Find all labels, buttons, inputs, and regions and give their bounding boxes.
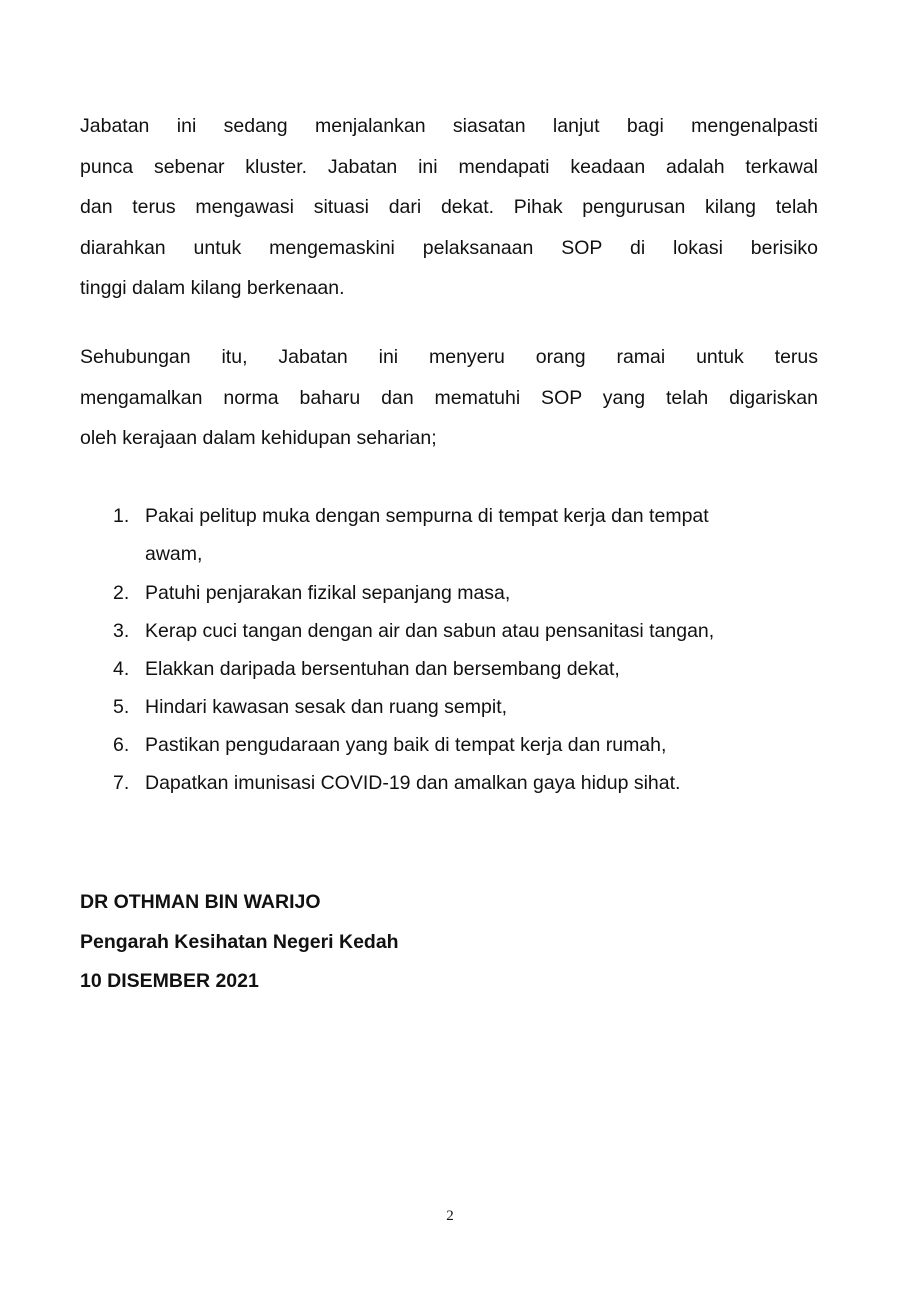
list-line: Pakai pelitup muka dengan sempurna di tempat kerja dan tempat [145,505,709,527]
paragraph-line: diarahkan untuk mengemaskini pelaksanaan SOP di lokasi berisiko [80,236,818,259]
list-number: 4. [113,658,130,680]
list-item [0,764,900,802]
list-number: 5. [113,696,130,718]
list-text [145,612,815,650]
list-line: Hindari kawasan sesak dan ruang sempit, [145,696,508,718]
list-line: Dapatkan imunisasi COVID-19 dan amalkan gaya hidup sihat. [145,772,681,794]
list-number: 2. [113,582,130,604]
list-item [0,688,900,726]
page-number: 2 [446,1208,454,1224]
list-text [145,650,815,688]
list-line: Kerap cuci tangan dengan air dan sabun atau pensanitasi tangan, [145,620,715,642]
list-number: 6. [113,734,130,756]
paragraph-line: Jabatan ini sedang menjalankan siasatan lanjut bagi mengenalpasti [80,115,818,137]
list-text [145,764,815,802]
paragraph-line: dan terus mengawasi situasi dari dekat. Pihak pengurusan kilang telah [80,196,818,218]
paragraph-line: tinggi dalam kilang berkenaan. [80,277,345,299]
list-line: Elakkan daripada bersentuhan dan bersembang dekat, [145,658,620,680]
list-item [0,612,900,650]
paragraph-line: oleh kerajaan dalam kehidupan seharian; [80,427,437,449]
signature-date: 10 DISEMBER 2021 [80,970,259,992]
list-text [145,497,815,573]
list-item [0,497,900,574]
list-number: 7. [113,772,130,794]
list-text [145,688,815,726]
list-number: 3. [113,620,130,642]
investigation-paragraph [80,106,818,309]
list-line: Patuhi penjarakan fizikal sepanjang masa, [145,582,511,604]
list-item [0,726,900,764]
signatory-title: Pengarah Kesihatan Negeri Kedah [80,931,399,953]
list-text [145,574,815,612]
list-line: Pastikan pengudaraan yang baik di tempat kerja dan rumah, [145,734,667,756]
list-item [0,650,900,688]
public-appeal-paragraph [80,337,818,459]
list-number: 1. [113,505,130,527]
signatory-name: DR OTHMAN BIN WARIJO [80,891,321,913]
list-line: awam, [145,543,203,565]
list-item [0,574,900,612]
list-text [145,726,815,764]
paragraph-line: mengamalkan norma baharu dan mematuhi SOP yang telah digariskan [80,386,818,409]
paragraph-line: punca sebenar kluster. Jabatan ini mendapati keadaan adalah terkawal [80,155,818,178]
sop-list [0,497,900,802]
paragraph-line: Sehubungan itu, Jabatan ini menyeru orang ramai untuk terus [80,346,818,368]
